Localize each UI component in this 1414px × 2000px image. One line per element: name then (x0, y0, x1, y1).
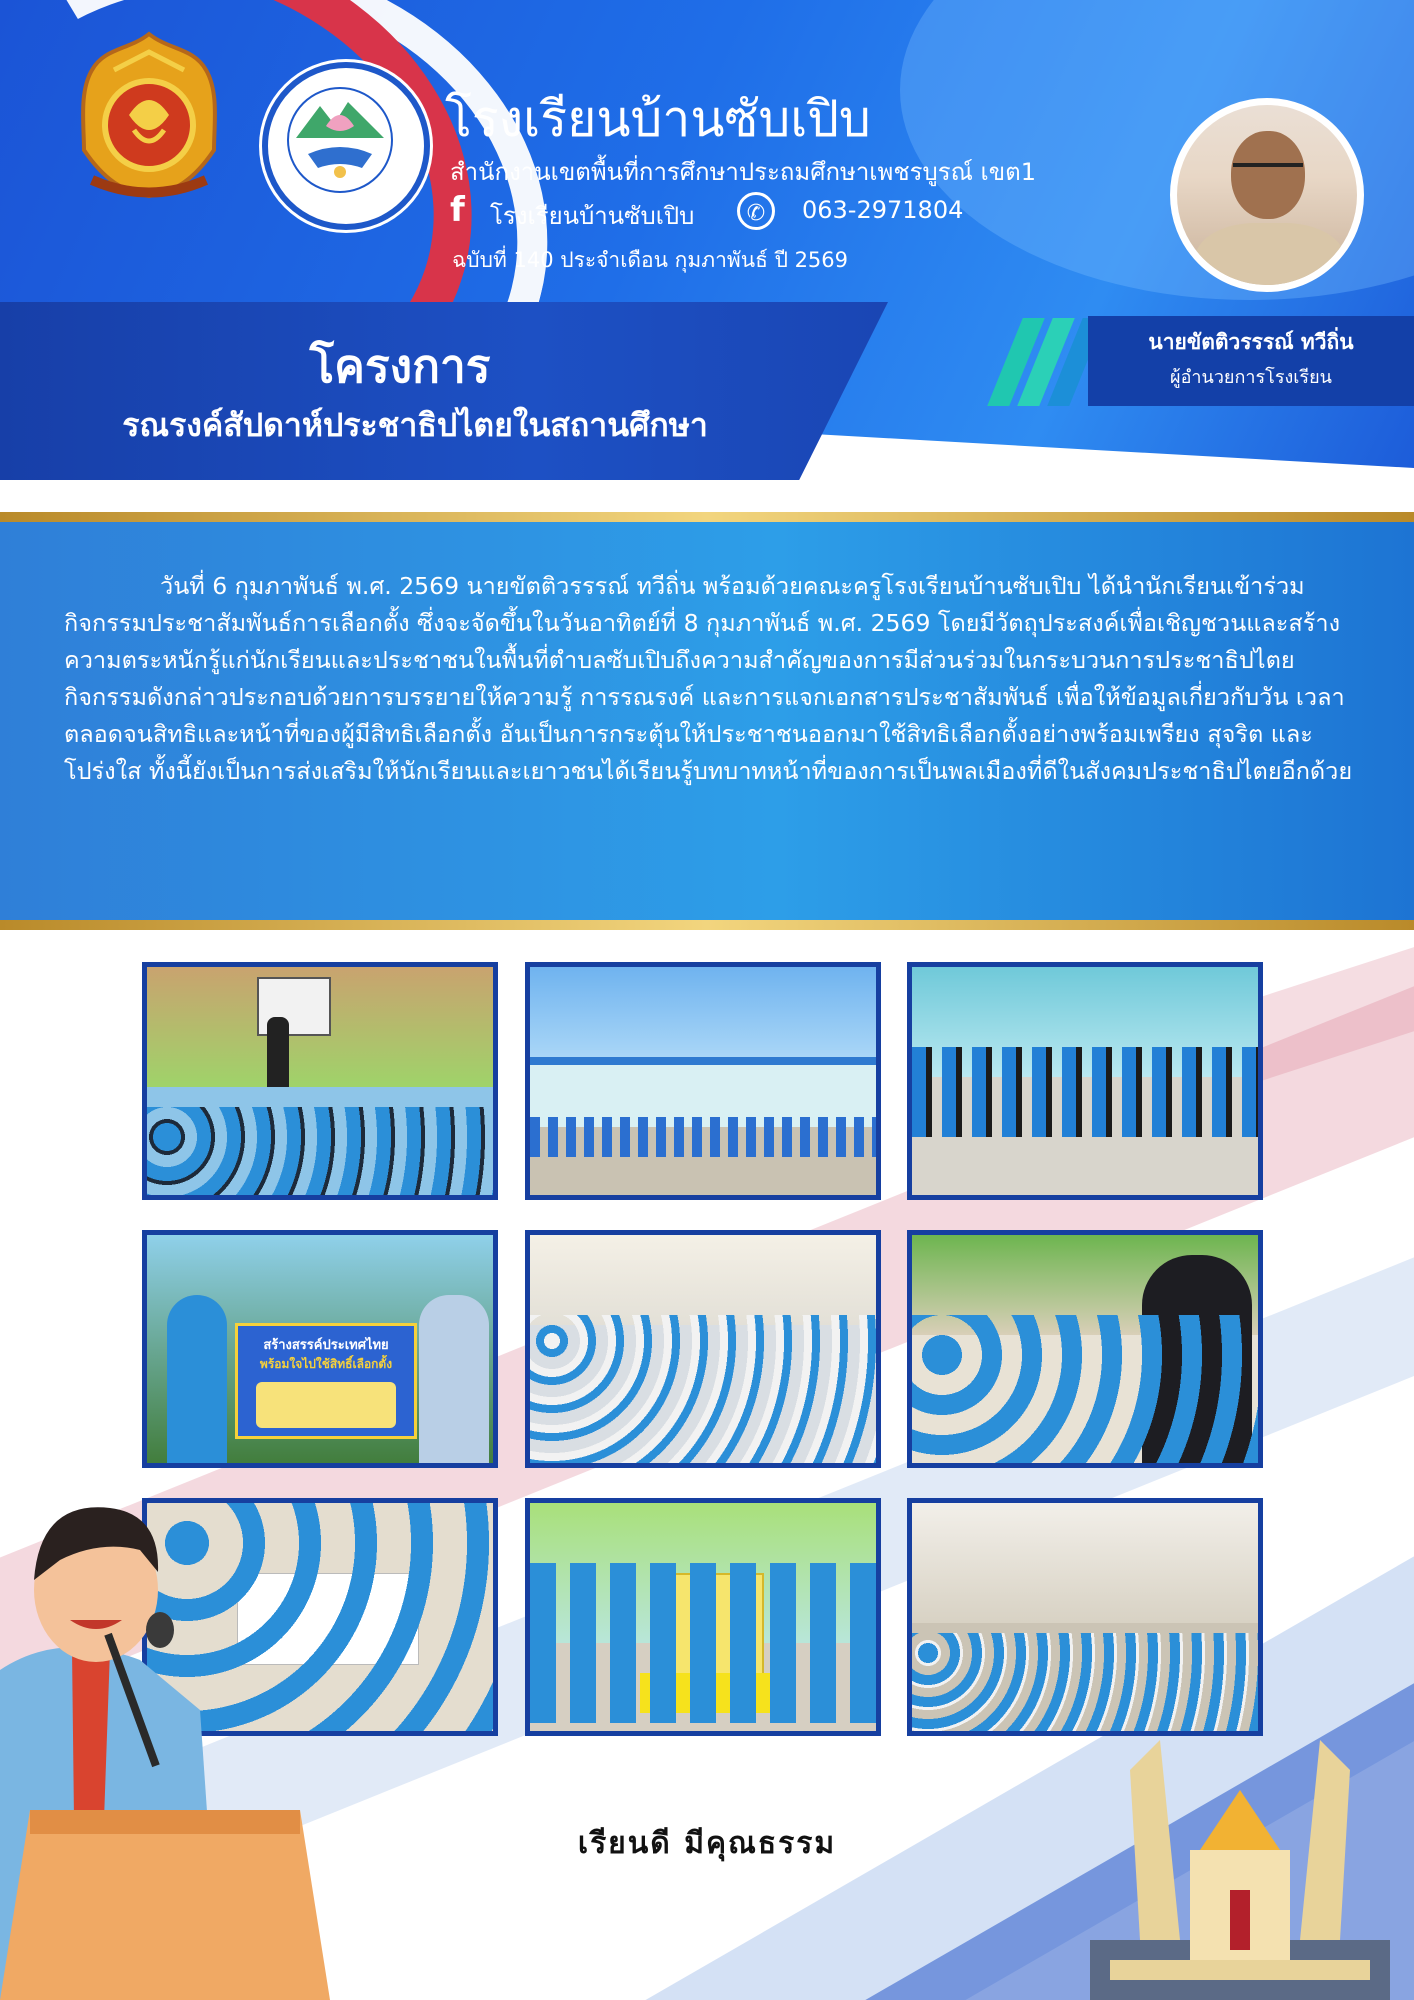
phone-icon: ✆ (737, 192, 775, 230)
news-paragraph-1: วันที่ 6 กุมภาพันธ์ พ.ศ. 2569 นายขัตติวรรรณ์ ทวีถิ่น พร้อมด้วยคณะครูโรงเรียนบ้านซับเปิบ ได้นำนักเรียนเข้าร่วมกิจกรรมประชาสัมพันธ์การเลือกตั้ง ซึ่งจะจัดขึ้นในวันอาทิตย์ที่ 8 กุมภาพันธ์ พ.ศ. 2569 โดยมีวัตถุประสงค์เพื่อเชิญชวนและสร้างความตระหนักรู้แก่นักเรียนและประชาชนในพื้นที่ตำบลซับเปิบถึงความสำคัญของการมีส่วนร่วมในกระบวนการประชาธิปไตย (64, 572, 1341, 674)
issue-info: ฉบับที่ 140 ประจำเดือน กุมภาพันธ์ ปี 2569 (452, 248, 849, 272)
gold-divider-top (0, 512, 1414, 522)
campaign-banner (235, 1323, 417, 1439)
speaker-figure (267, 1017, 289, 1087)
facebook-page-name[interactable]: โรงเรียนบ้านซับเปิบ (490, 202, 695, 230)
activity-photo-8 (525, 1498, 881, 1736)
portrait-body (1195, 223, 1345, 292)
activity-photo-9 (907, 1498, 1263, 1736)
activity-photo-6 (907, 1230, 1263, 1468)
democracy-monument-illustration (1090, 1740, 1390, 2000)
campaign-banner-line-1: สร้างสรรค์ประเทศไทย (263, 1338, 389, 1353)
news-body (64, 568, 1356, 790)
director-name: นายขัตติวรรรณ์ ทวีถิ่น (1148, 330, 1354, 354)
project-name: รณรงค์สัปดาห์ประชาธิปไตยในสถานศึกษา (122, 406, 708, 444)
speaker-illustration (0, 1480, 330, 2000)
activity-photo-5 (525, 1230, 881, 1468)
school-motto: เรียนดี มีคุณธรรม (577, 1826, 837, 1861)
activity-photo-3 (907, 962, 1263, 1200)
school-name: โรงเรียนบ้านซับเปิบ (445, 90, 871, 148)
phone-number[interactable]: 063-2971804 (802, 196, 964, 224)
portrait-glasses (1233, 163, 1303, 181)
obec-seal-logo (74, 30, 224, 200)
project-label: โครงการ (309, 339, 491, 393)
director-role: ผู้อำนวยการโรงเรียน (1170, 367, 1332, 388)
school-logo (262, 62, 430, 230)
activity-photo-2 (525, 962, 881, 1200)
activity-photo-1 (142, 962, 498, 1200)
gold-divider-bottom (0, 920, 1414, 930)
director-portrait (1170, 98, 1364, 292)
news-paragraph-2: กิจกรรมดังกล่าวประกอบด้วยการบรรยายให้ความรู้ การรณรงค์ และการแจกเอกสารประชาสัมพันธ์ เพื่อให้ข้อมูลเกี่ยวกับวัน เวลา ตลอดจนสิทธิและหน้าที่ของผู้มีสิทธิเลือกตั้ง อันเป็นการกระตุ้นให้ประชาชนออกมาใช้สิทธิเลือกตั้งอย่างพร้อมเพรียง สุจริต และโปร่งใส ทั้งนี้ยังเป็นการส่งเสริมให้นักเรียนและเยาวชนได้เรียนรู้บทบาทหน้าที่ของการเป็นพลเมืองที่ดีในสังคมประชาธิปไตยอีกด้วย (64, 683, 1353, 785)
campaign-banner-line-2: พร้อมใจไปใช้สิทธิ์เลือกตั้ง (259, 1357, 393, 1371)
office-name: สำนักงานเขตพื้นที่การศึกษาประถมศึกษาเพชรบูรณ์ เขต1 (450, 158, 1036, 186)
facebook-icon: f (450, 190, 465, 230)
activity-photo-4 (142, 1230, 498, 1468)
school-emblem-icon (268, 68, 412, 212)
